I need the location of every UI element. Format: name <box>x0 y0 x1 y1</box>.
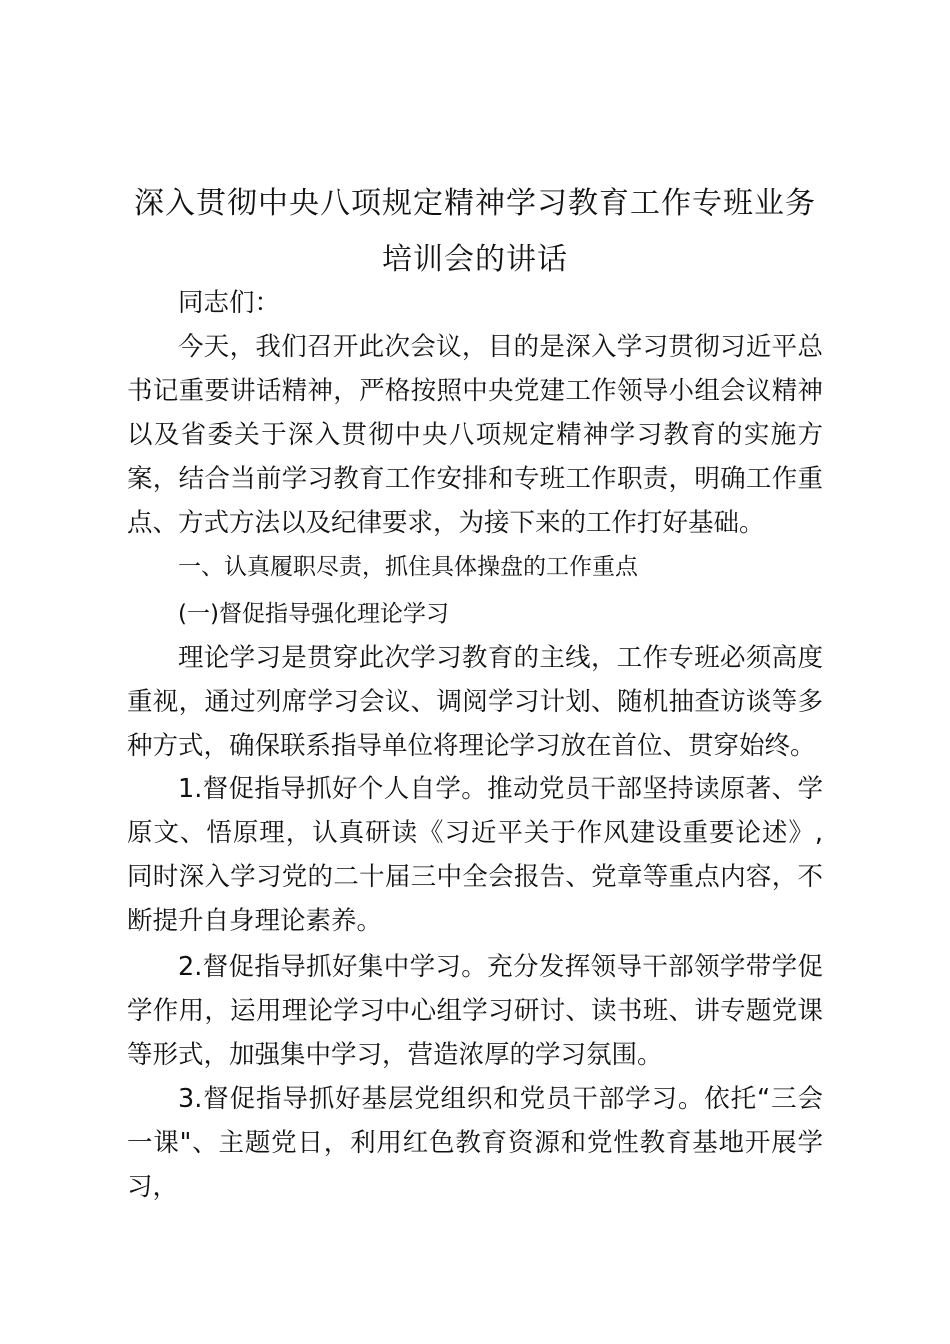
subsection-heading-1: (一)督促指导强化理论学习 <box>178 601 449 627</box>
paragraph-intro: 今天，我们召开此次会议，目的是深入学习贯彻习近平总书记重要讲话精神，严格按照中央党建工作领导小组会议精神以及省委关于深入贯彻中央八项规定精神学习教育的实施方案，结合当前学习教育工作安排和专班工作职责，明确工作重点、方式方法以及纪律要求，为接下来的工作打好基础。 <box>127 332 823 538</box>
paragraph-item-2: 2.督促指导抓好集中学习。充分发挥领导干部领学带学促学作用，运用理论学习中心组学习研讨、读书班、讲专题党课等形式，加强集中学习，营造浓厚的学习氛围。 <box>127 952 823 1070</box>
salutation: 同志们： <box>178 288 281 318</box>
paragraph-item-1: 1.督促指导抓好个人自学。推动党员干部坚持读原著、学原文、悟原理，认真研读《习近平关于作风建设重要论述》,同时深入学习党的二十届三中全会报告、党章等重点内容，不断提升自身理论素养。 <box>127 774 823 936</box>
document-title: 深入贯彻中央八项规定精神学习教育工作专班业务培训会的讲话 <box>134 186 816 277</box>
paragraph-item-3: 3.督促指导抓好基层党组织和党员干部学习。依托“三会一课"、主题党日，利用红色教育资源和党性教育基地开展学习， <box>127 1084 823 1202</box>
section-heading-1: 一、认真履职尽责，抓住具体操盘的工作重点 <box>178 554 638 580</box>
paragraph-theory-study: 理论学习是贯穿此次学习教育的主线，工作专班必须高度重视，通过列席学习会议、调阅学习计划、随机抽查访谈等多种方式，确保联系指导单位将理论学习放在首位、贯穿始终。 <box>127 643 823 761</box>
